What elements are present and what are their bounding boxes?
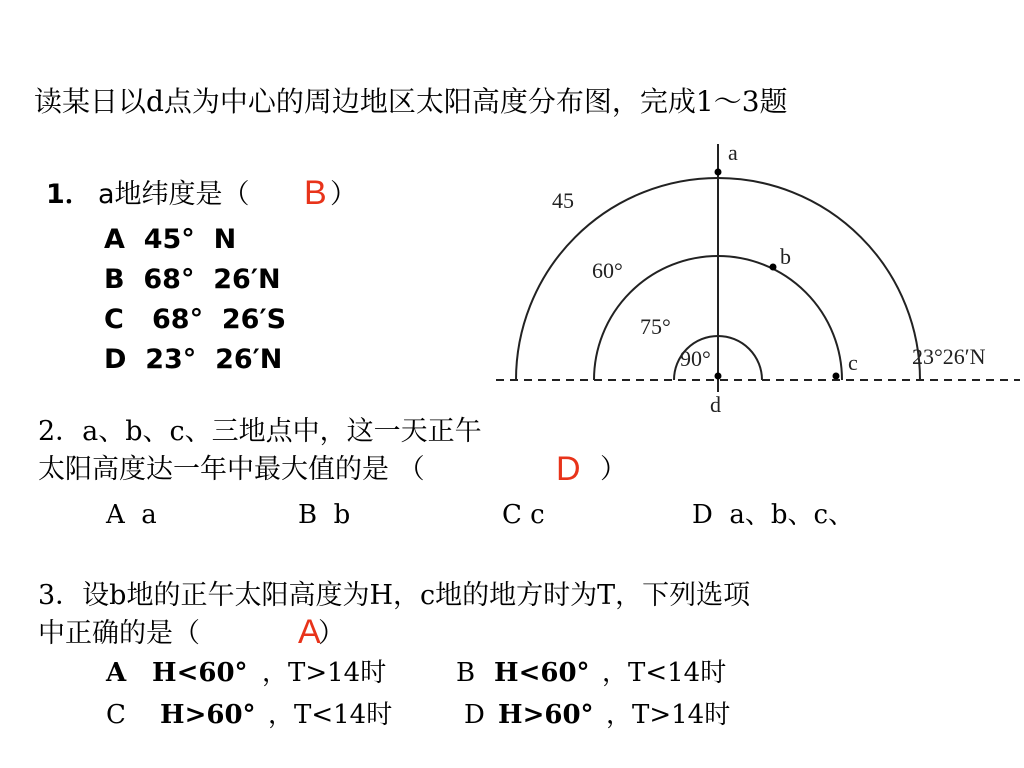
q1-number: 1．: [46, 179, 92, 210]
q1-answer: B: [304, 174, 327, 212]
label-latitude: 23°26′N: [912, 344, 986, 369]
q2-option-a: A a: [106, 500, 157, 530]
q3-option-a-time: ，T>14时: [262, 658, 387, 688]
label-altitude-45: 45: [552, 188, 574, 213]
q3-option-b-time: ，T<14时: [602, 658, 727, 688]
q3-option-c-relation: H>60°: [160, 700, 256, 730]
q3-close-paren: ）: [318, 618, 345, 649]
label-a: a: [728, 140, 738, 165]
label-altitude-75: 75°: [640, 314, 671, 339]
q3-option-a-letter: A: [106, 658, 127, 688]
q2-line1: 2．a、b、c、三地点中，这一天正午: [38, 416, 482, 447]
q1-close-paren: ）: [330, 179, 357, 210]
q2-option-d: D a、b、c、: [692, 500, 855, 530]
q3-option-c-time: ，T<14时: [268, 700, 393, 730]
q3-option-b-relation: H<60°: [494, 658, 590, 688]
label-d: d: [710, 392, 721, 417]
q3-line1: 3．设b地的正午太阳高度为H，c地的地方时为T，下列选项: [38, 580, 751, 611]
point-c: [833, 373, 840, 380]
q3-option-b-letter: B: [456, 658, 476, 688]
q2-option-b: B b: [298, 500, 351, 530]
point-b: [770, 264, 777, 271]
q1-option-b: B 68° 26′N: [104, 264, 281, 295]
label-altitude-60: 60°: [592, 258, 623, 283]
q1-option-a: A 45° N: [104, 224, 237, 255]
q2-line2: 太阳高度达一年中最大值的是 （: [38, 454, 425, 485]
q3-option-a-relation: H<60°: [152, 658, 248, 688]
q3-option-d-time: ，T>14时: [606, 700, 731, 730]
point-a: [715, 169, 722, 176]
q3-answer: A: [298, 613, 321, 651]
q1-option-d: D 23° 26′N: [104, 344, 283, 375]
label-b: b: [780, 244, 791, 269]
q3-option-c-letter: C: [106, 700, 126, 730]
q2-answer: D: [556, 450, 581, 488]
label-altitude-90: 90°: [680, 346, 711, 371]
sun-altitude-diagram: [490, 130, 1024, 430]
q3-option-d-relation: H>60°: [498, 700, 594, 730]
q3-option-d-letter: D: [464, 700, 485, 730]
point-d: [715, 373, 722, 380]
label-c: c: [848, 350, 858, 375]
q3-line2: 中正确的是（: [38, 618, 200, 649]
q2-close-paren: ）: [600, 454, 627, 485]
q2-option-c: C c: [502, 500, 545, 530]
q1-option-c: C 68° 26′S: [104, 304, 287, 335]
q1-stem: a地纬度是（: [98, 179, 250, 210]
page-title: 读某日以d点为中心的周边地区太阳高度分布图，完成1～3题: [34, 85, 788, 118]
